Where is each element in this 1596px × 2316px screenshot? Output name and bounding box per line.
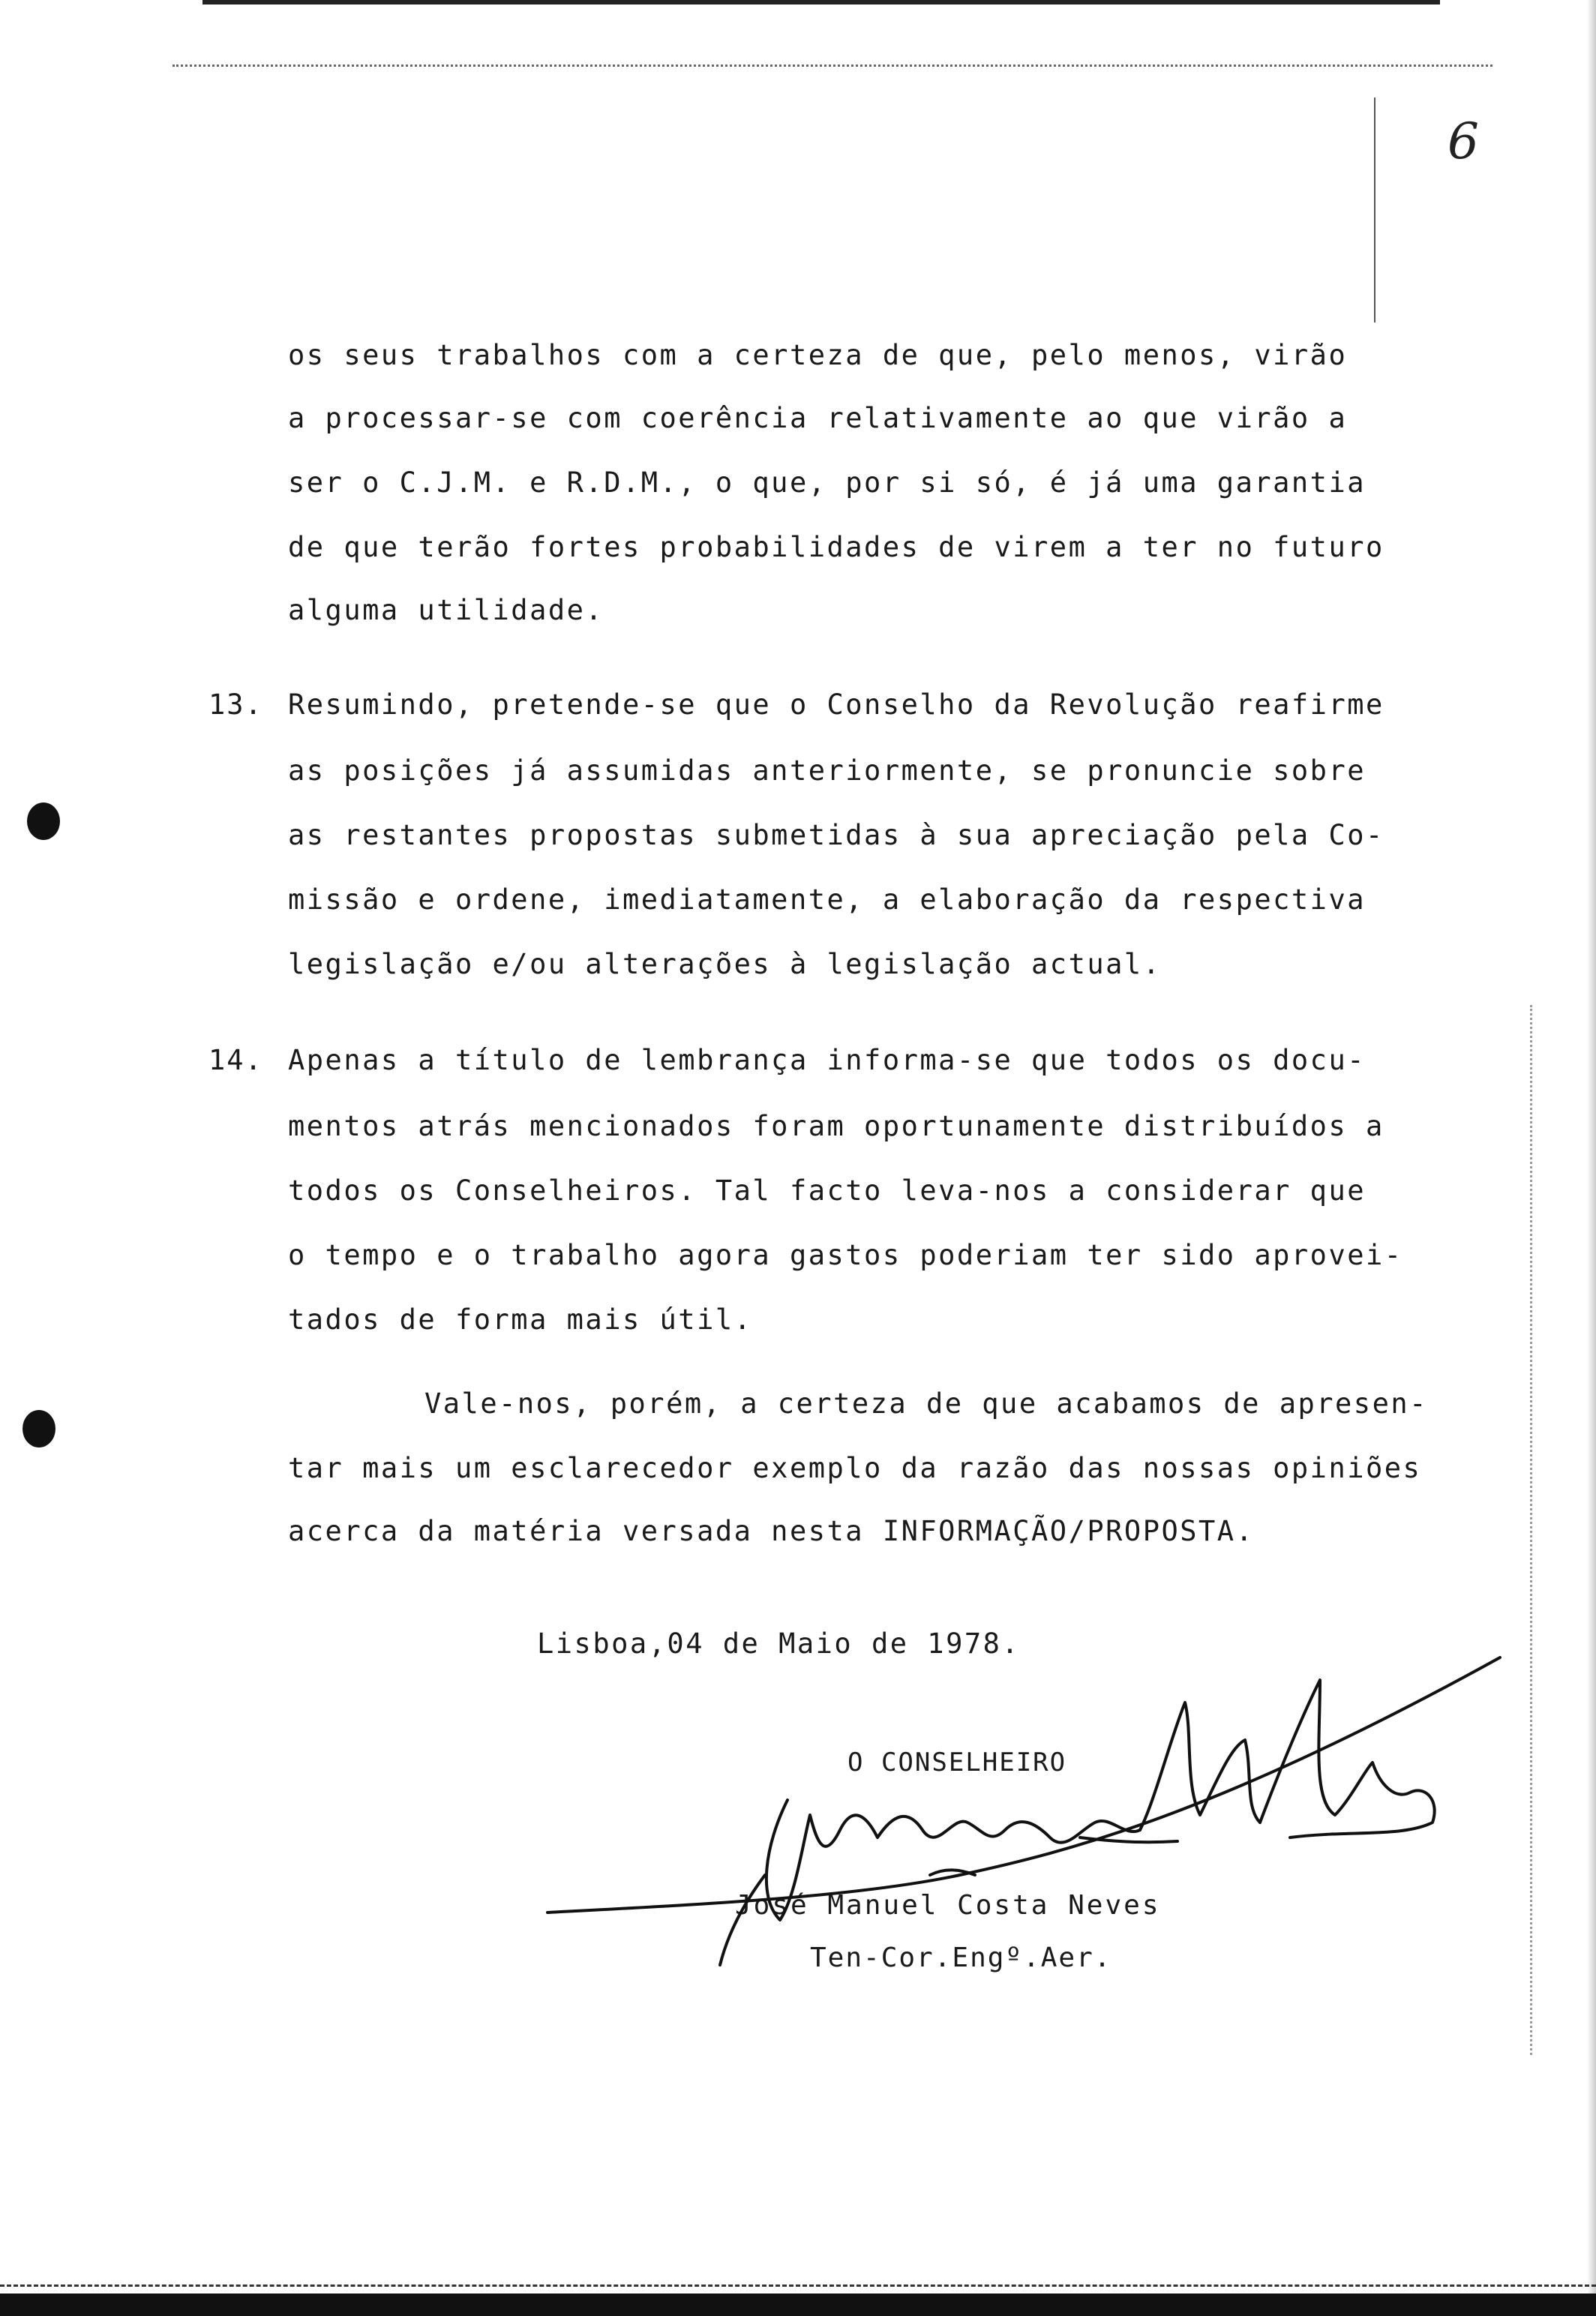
scan-top-edge: [202, 0, 1440, 4]
text-line: tar mais um esclarecedor exemplo da razão das nossas opiniões: [288, 1452, 1422, 1484]
text-line: missão e ordene, imediatamente, a elaboração da respectiva: [288, 884, 1366, 916]
signatory-rank: Ten-Cor.Engº.Aer.: [810, 1942, 1112, 1973]
text-line: as restantes propostas submetidas à sua apreciação pela Co-: [288, 819, 1384, 851]
text-line: os seus trabalhos com a certeza de que, pelo menos, virão: [288, 339, 1348, 371]
scan-right-edge: [1587, 0, 1596, 2316]
date-line: Lisboa,04 de Maio de 1978.: [537, 1628, 1021, 1660]
text-line: as posições já assumidas anteriormente, se pronuncie sobre: [288, 754, 1366, 787]
paragraph-number: 13.: [208, 688, 263, 721]
text-line: mentos atrás mencionados foram oportunamente distribuídos a: [288, 1110, 1384, 1142]
text-line: tados de forma mais útil.: [288, 1304, 753, 1336]
scan-dotted-line: [172, 64, 1492, 67]
punch-hole: [27, 802, 60, 840]
text-line: Apenas a título de lembrança informa-se que todos os docu-: [288, 1044, 1366, 1076]
text-line: de que terão fortes probabilidades de virem a ter no futuro: [288, 531, 1384, 563]
text-line: ser o C.J.M. e R.D.M., o que, por si só, é já uma garantia: [288, 466, 1366, 499]
scan-right-ticks: [1530, 1005, 1535, 2055]
scan-bottom-band: [0, 2294, 1596, 2316]
text-line: Resumindo, pretende-se que o Conselho da Revolução reafirme: [288, 688, 1384, 721]
signature-title: O CONSELHEIRO: [848, 1748, 1067, 1778]
punch-hole: [22, 1410, 56, 1448]
text-line: alguma utilidade.: [288, 594, 604, 626]
paragraph-number: 14.: [208, 1044, 263, 1076]
page-number: 6: [1448, 112, 1479, 170]
text-line: acerca da matéria versada nesta INFORMAÇÃO/PROPOSTA.: [288, 1515, 1255, 1547]
text-line: Vale-nos, porém, a certeza de que acabamos de apresen-: [424, 1388, 1428, 1420]
text-line: a processar-se com coerência relativamente ao que virão a: [288, 402, 1348, 434]
text-line: o tempo e o trabalho agora gastos poderiam ter sido aprovei-: [288, 1239, 1403, 1271]
scan-bottom-stripe: [0, 2284, 1596, 2290]
handwritten-signature: [540, 1650, 1515, 1995]
text-line: todos os Conselheiros. Tal facto leva-nos a considerar que: [288, 1174, 1366, 1207]
text-line: legislação e/ou alterações à legislação actual.: [288, 948, 1162, 980]
scan-margin-line: [1374, 98, 1376, 322]
signatory-name: José Manuel Costa Neves: [735, 1890, 1161, 1921]
